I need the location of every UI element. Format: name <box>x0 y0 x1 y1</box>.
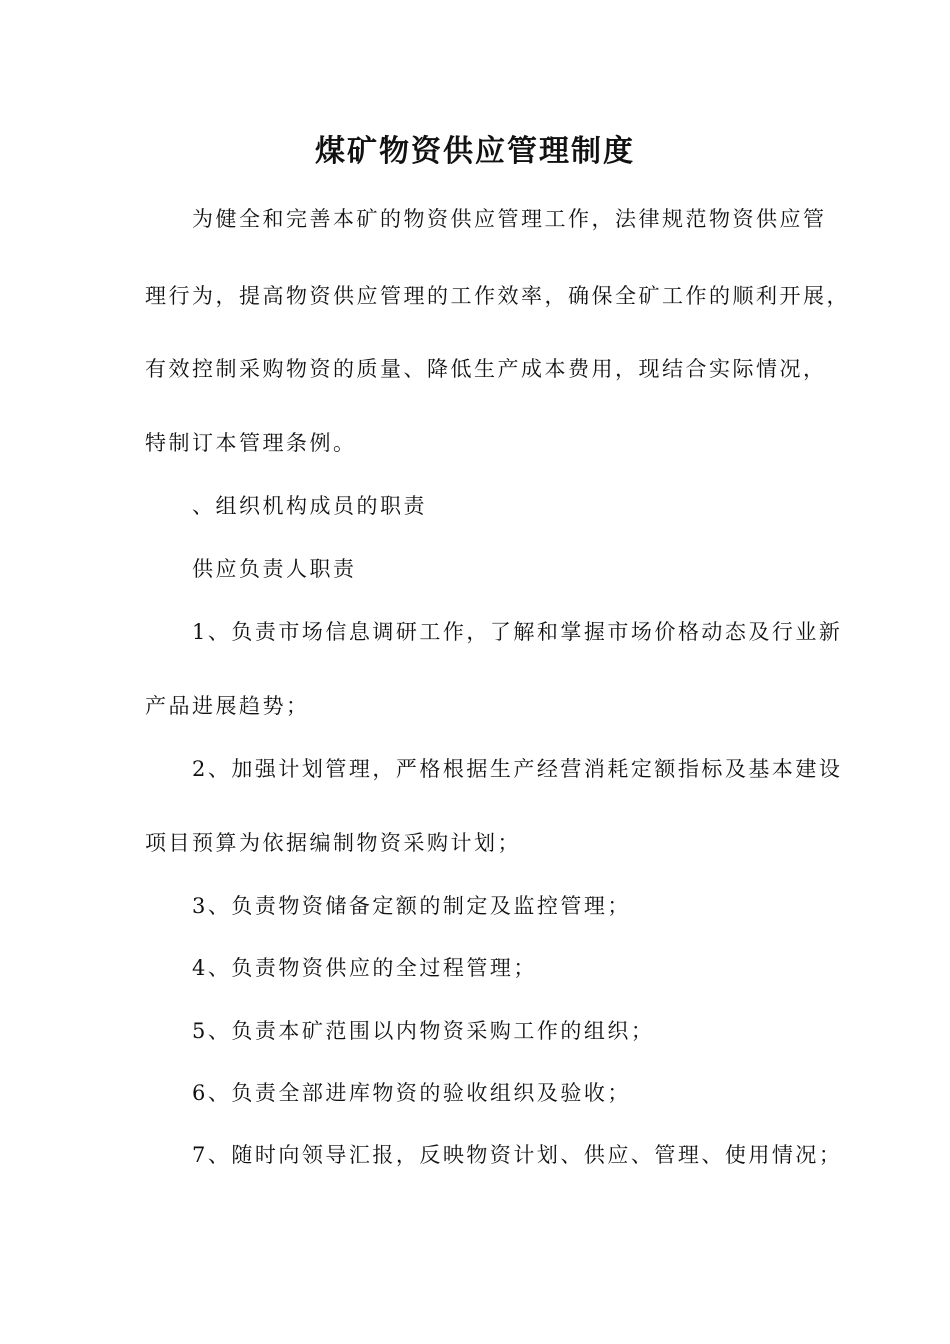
subsection-heading: 供应负责人职责 <box>192 557 357 581</box>
list-item: 2、加强计划管理，严格根据生产经营消耗定额指标及基本建设 <box>192 757 843 781</box>
list-item: 5、负责本矿范围以内物资采购工作的组织； <box>192 1019 655 1043</box>
section-heading: 、组织机构成员的职责 <box>192 494 427 518</box>
list-item: 7、随时向领导汇报，反映物资计划、供应、管理、使用情况； <box>192 1143 843 1167</box>
paragraph-line: 有效控制采购物资的质量、降低生产成本费用，现结合实际情况， <box>145 357 827 381</box>
list-item: 1、负责市场信息调研工作，了解和掌握市场价格动态及行业新 <box>192 620 843 644</box>
paragraph-line: 特制订本管理条例。 <box>145 431 357 455</box>
paragraph-line: 为健全和完善本矿的物资供应管理工作，法律规范物资供应管 <box>192 207 827 231</box>
list-item-continuation: 项目预算为依据编制物资采购计划； <box>145 831 521 855</box>
document-title: 煤矿物资供应管理制度 <box>315 134 635 169</box>
list-item: 6、负责全部进库物资的验收组织及验收； <box>192 1081 631 1105</box>
list-item-continuation: 产品进展趋势； <box>145 694 310 718</box>
paragraph-line: 理行为，提高物资供应管理的工作效率，确保全矿工作的顺利开展， <box>145 284 850 308</box>
list-item: 3、负责物资储备定额的制定及监控管理； <box>192 894 631 918</box>
list-item: 4、负责物资供应的全过程管理； <box>192 956 537 980</box>
